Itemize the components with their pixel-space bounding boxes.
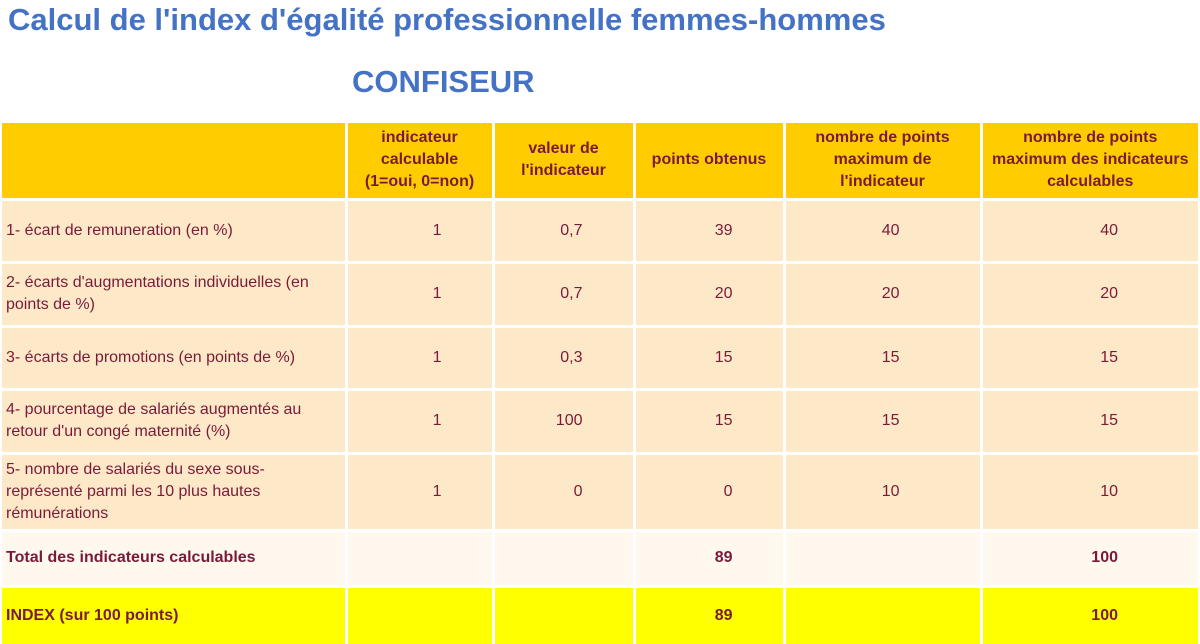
table-row — [2, 453, 1198, 530]
page-subtitle: CONFISEUR — [352, 64, 535, 99]
index-empty-cell — [346, 586, 493, 644]
total-max-calculables: 100 — [981, 530, 1198, 586]
header-label — [2, 123, 346, 199]
index-empty-cell — [784, 586, 981, 644]
cell-valeur: 0,3 — [493, 326, 634, 389]
total-empty-cell — [346, 530, 493, 586]
cell-calculable: 1 — [346, 453, 493, 530]
index-label: INDEX (sur 100 points) — [2, 586, 346, 644]
total-row — [2, 530, 1198, 586]
cell-max-indicateur: 20 — [784, 262, 981, 326]
row-label: 3- écarts de promotions (en points de %) — [2, 326, 346, 389]
row-label: 1- écart de remuneration (en %) — [2, 199, 346, 262]
cell-max-indicateur: 15 — [784, 326, 981, 389]
header-valeur: valeur de l'indicateur — [493, 123, 634, 199]
cell-valeur: 0,7 — [493, 262, 634, 326]
cell-max-indicateur: 40 — [784, 199, 981, 262]
index-empty-cell — [493, 586, 634, 644]
table-row — [2, 389, 1198, 453]
cell-points: 0 — [634, 453, 784, 530]
cell-calculable: 1 — [346, 326, 493, 389]
cell-points: 20 — [634, 262, 784, 326]
index-points: 89 — [634, 586, 784, 644]
cell-points: 15 — [634, 389, 784, 453]
index-max-calculables: 100 — [981, 586, 1198, 644]
total-empty-cell — [493, 530, 634, 586]
cell-max-calculables: 15 — [981, 389, 1198, 453]
total-points: 89 — [634, 530, 784, 586]
table-row — [2, 199, 1198, 262]
row-label: 4- pourcentage de salariés augmentés au retour d'un congé maternité (%) — [2, 389, 346, 453]
cell-valeur: 0 — [493, 453, 634, 530]
row-label: 2- écarts d'augmentations individuelles (en points de %) — [2, 262, 346, 326]
cell-max-calculables: 10 — [981, 453, 1198, 530]
header-max-indicateur: nombre de points maximum de l'indicateur — [784, 123, 981, 199]
cell-valeur: 100 — [493, 389, 634, 453]
row-label: 5- nombre de salariés du sexe sous-représenté parmi les 10 plus hautes rémunérations — [2, 453, 346, 530]
cell-max-calculables: 20 — [981, 262, 1198, 326]
index-table — [2, 123, 1198, 644]
cell-max-calculables: 40 — [981, 199, 1198, 262]
total-label: Total des indicateurs calculables — [2, 530, 346, 586]
table-row — [2, 262, 1198, 326]
cell-calculable: 1 — [346, 262, 493, 326]
table-row — [2, 326, 1198, 389]
header-max-calculables: nombre de points maximum des indicateurs calculables — [981, 123, 1198, 199]
cell-calculable: 1 — [346, 199, 493, 262]
cell-points: 15 — [634, 326, 784, 389]
index-row — [2, 586, 1198, 644]
page-title: Calcul de l'index d'égalité professionnelle femmes-hommes — [8, 2, 886, 37]
cell-max-calculables: 15 — [981, 326, 1198, 389]
total-empty-cell — [784, 530, 981, 586]
header-calculable: indicateur calculable (1=oui, 0=non) — [346, 123, 493, 199]
cell-points: 39 — [634, 199, 784, 262]
cell-max-indicateur: 15 — [784, 389, 981, 453]
cell-calculable: 1 — [346, 389, 493, 453]
table-header-row — [2, 123, 1198, 199]
cell-valeur: 0,7 — [493, 199, 634, 262]
cell-max-indicateur: 10 — [784, 453, 981, 530]
header-points-obtenus: points obtenus — [634, 123, 784, 199]
